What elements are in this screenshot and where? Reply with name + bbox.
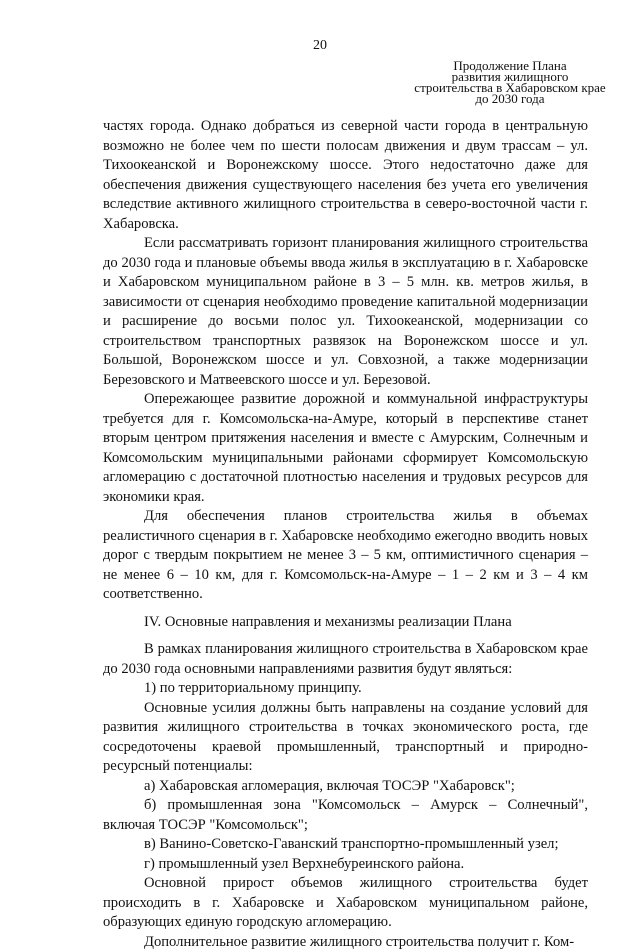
paragraph: Опережающее развитие дорожной и коммунальной инфраструктуры требуется для г. Комсомольска-на-Амуре, который в перспективе станет вторым центром притяжения населения и вместе с Амурским, Солнечным и Комсомольским муниципальными районами сформирует Комсомольскую агломерацию с достаточной плотностью населения и трудовых ресурсов для экономики края. [103,390,588,507]
paragraph: В рамках планирования жилищного строительства в Хабаровском крае до 2030 года основными направлениями развития будут являться: [103,640,588,679]
paragraph: Дополнительное развитие жилищного строительства получит г. Ком- [103,933,588,952]
paragraph: Если рассматривать горизонт планирования жилищного строительства до 2030 года и плановые объемы ввода жилья в эксплуатацию в г. Хабаровске и Хабаровском муниципальном районе в 3 – 5 млн. кв. метров жилья, в зависимости от сценария необходимо проведение капитальной модернизации и расширение до восьми полос ул. Тихоокеанской, модернизации со строительством транспортных развязок на Воронежском шоссе и ул. Большой, Воронежском шоссе и ул. Совхозной, а также модернизации Березовского и Матвеевского шоссе и ул. Березовой. [103,234,588,390]
header-line: развития жилищного [400,71,620,82]
continuation-header [400,60,620,104]
header-line: до 2030 года [400,93,620,104]
list-item: г) промышленный узел Верхнебуреинского района. [103,855,588,875]
paragraph: частях города. Однако добраться из северной части города в центральную возможно не более чем по шести полосам движения и двум трассам – ул. Тихоокеанской и Воронежскому шоссе. Этого недостаточно даже для обеспечения движения существующего населения без учета его увеличения вследствие активного жилищного строительства в северо-восточной части г. Хабаровска. [103,117,588,234]
header-line: строительства в Хабаровском крае [400,82,620,93]
list-item: 1) по территориальному принципу. [103,679,588,699]
section-heading: IV. Основные направления и механизмы реализации Плана [103,613,588,633]
paragraph: Основной прирост объемов жилищного строительства будет происходить в г. Хабаровске и Хабаровском муниципальном районе, образующих единую городскую агломерацию. [103,874,588,933]
page-number: 20 [0,38,640,54]
paragraph: Для обеспечения планов строительства жилья в объемах реалистичного сценария в г. Хабаровске необходимо ежегодно вводить новых дорог с твердым покрытием не менее 3 – 5 км, оптимистичного сценария – не менее 6 – 10 км, для г. Комсомольск-на-Амуре – 1 – 2 км и 3 – 4 км соответственно. [103,507,588,605]
list-item: б) промышленная зона "Комсомольск – Амурск – Солнечный", включая ТОСЭР "Комсомольск"; [103,796,588,835]
document-body [103,117,588,952]
list-item: в) Ванино-Советско-Гаванский транспортно-промышленный узел; [103,835,588,855]
paragraph: Основные усилия должны быть направлены на создание условий для развития жилищного строительства в точках экономического роста, где сосредоточены краевой промышленный, транспортный и природно-ресурсный потенциалы: [103,699,588,777]
header-line: Продолжение Плана [400,60,620,71]
list-item: а) Хабаровская агломерация, включая ТОСЭР "Хабаровск"; [103,777,588,797]
